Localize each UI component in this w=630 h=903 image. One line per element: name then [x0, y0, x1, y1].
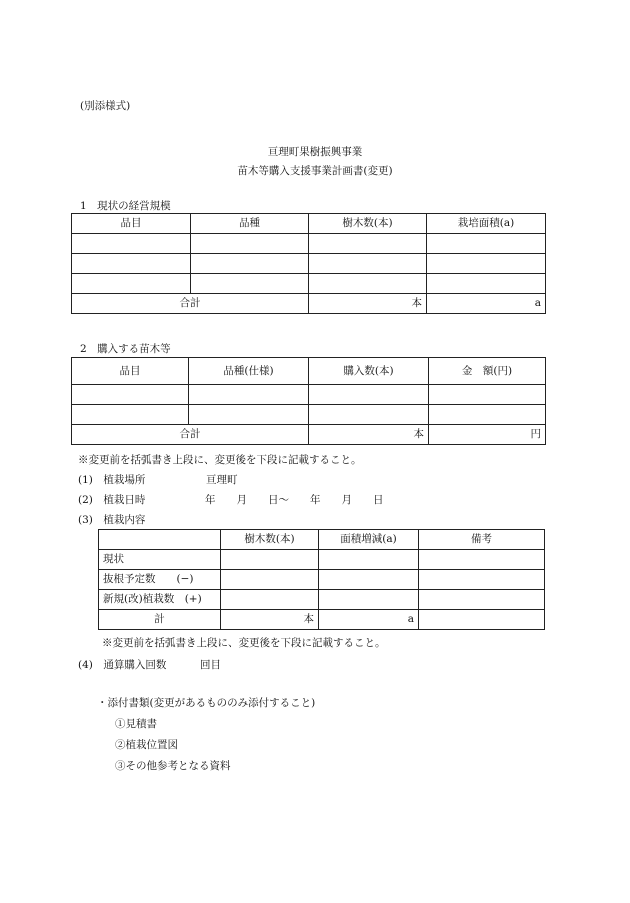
header-cell: 品種(仕様) — [189, 358, 309, 385]
current-scale-table — [71, 213, 546, 314]
doc-title-line1: 亘理町果樹振興事業 — [267, 146, 363, 158]
header-cell-empty — [99, 530, 221, 550]
total-label: 合計 — [72, 294, 309, 314]
section2-note: ※変更前を括弧書き上段に、変更後を下段に記載すること。 — [78, 454, 362, 466]
table-row — [72, 254, 546, 274]
table-header-row — [72, 358, 546, 385]
table-row — [99, 550, 545, 570]
table-header-row — [72, 214, 546, 234]
table-row — [72, 385, 546, 405]
section3-note: ※変更前を括弧書き上段に、変更後を下段に記載すること。 — [102, 637, 386, 649]
header-cell: 樹木数(本) — [309, 214, 427, 234]
total-trees-unit: 本 — [221, 610, 319, 630]
header-cell: 栽培面積(a) — [427, 214, 546, 234]
header-cell: 品目 — [72, 214, 191, 234]
planting-date-value: 年 月 日～ 年 月 日 — [205, 494, 384, 506]
table-row — [72, 234, 546, 254]
planting-location-label: (1) 植栽場所 — [78, 474, 146, 486]
table-header-row — [99, 530, 545, 550]
table-row — [99, 570, 545, 590]
total-row — [99, 610, 545, 630]
header-cell: 品目 — [72, 358, 189, 385]
attachment-item: ①見積書 — [115, 718, 157, 730]
section1-heading: 1 現状の経営規模 — [80, 200, 171, 212]
header-cell: 備考 — [419, 530, 545, 550]
purchase-count-label: (4) 通算購入回数 — [78, 659, 167, 671]
total-row — [72, 425, 546, 445]
table-row — [72, 405, 546, 425]
total-yen-unit: 円 — [429, 425, 546, 445]
total-row — [72, 294, 546, 314]
table-row — [99, 590, 545, 610]
header-cell: 購入数(本) — [309, 358, 429, 385]
attachment-item: ②植栽位置図 — [115, 739, 178, 751]
section2-heading: 2 購入する苗木等 — [80, 343, 171, 355]
total-area-unit: a — [427, 294, 546, 314]
purchase-count-value: 回目 — [200, 659, 221, 671]
table-row — [72, 274, 546, 294]
row-label-new: 新規(改)植栽数 (+) — [99, 590, 221, 610]
purchase-table — [71, 357, 546, 445]
header-cell: 金 額(円) — [429, 358, 546, 385]
attachments-heading: ・添付書類(変更があるもののみ添付すること) — [97, 697, 316, 709]
doc-title-line2: 苗木等購入支援事業計画書(変更) — [237, 165, 393, 177]
row-label-total: 計 — [99, 610, 221, 630]
attachment-item: ③その他参考となる資料 — [115, 760, 231, 772]
total-area-unit: a — [319, 610, 419, 630]
header-cell: 品種 — [191, 214, 309, 234]
row-label-current: 現状 — [99, 550, 221, 570]
total-trees-unit: 本 — [309, 294, 427, 314]
planting-content-label: (3) 植栽内容 — [78, 514, 146, 526]
planting-location-value: 亘理町 — [206, 474, 238, 486]
planting-date-label: (2) 植栽日時 — [78, 494, 146, 506]
row-label-remove: 抜根予定数 (−) — [99, 570, 221, 590]
total-label: 合計 — [72, 425, 309, 445]
planting-content-table — [98, 529, 545, 630]
header-cell: 面積増減(a) — [319, 530, 419, 550]
form-label: (別添様式) — [80, 100, 131, 112]
header-cell: 樹木数(本) — [221, 530, 319, 550]
total-count-unit: 本 — [309, 425, 429, 445]
